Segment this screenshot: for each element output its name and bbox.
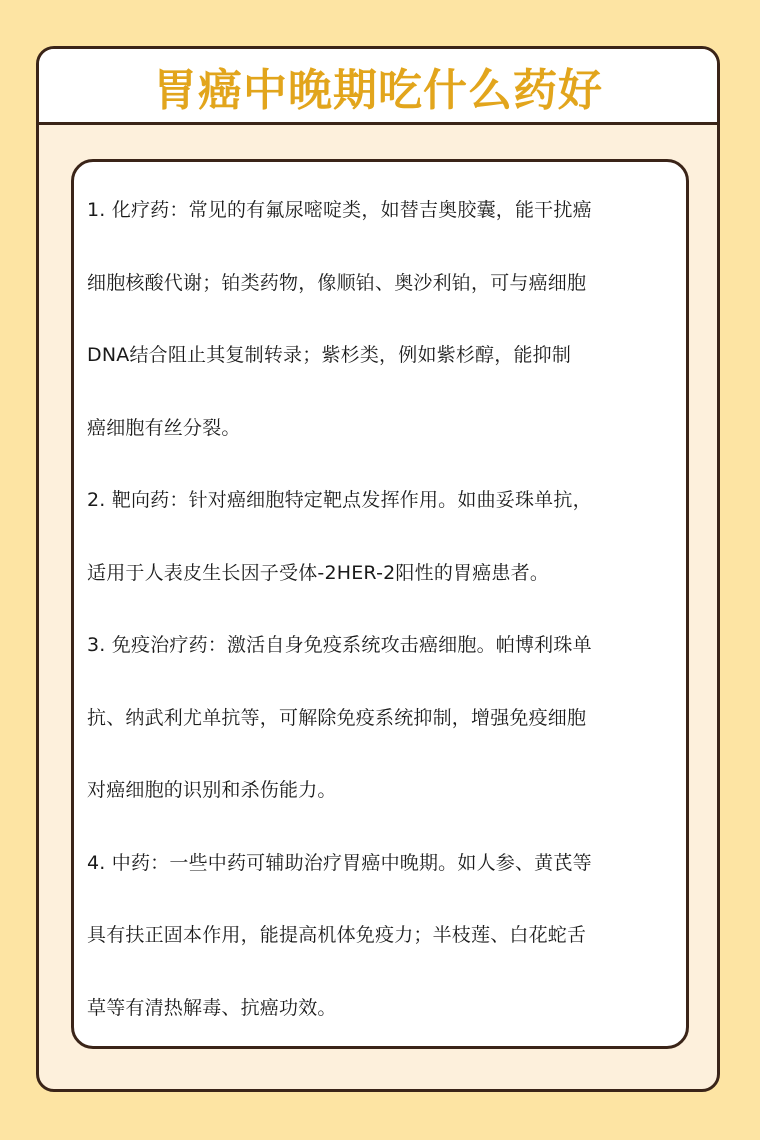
text-line: 2. 靶向药：针对癌细胞特定靶点发挥作用。如曲妥珠单抗， xyxy=(87,489,592,511)
text-line: 3. 免疫治疗药：激活自身免疫系统攻击癌细胞。帕博利珠单 xyxy=(87,634,592,656)
text-line: 癌细胞有丝分裂。 xyxy=(87,416,241,439)
page-title: 胃癌中晚期吃什么药好 xyxy=(153,64,603,116)
title-bar xyxy=(39,49,717,125)
text-line: 细胞核酸代谢；铂类药物，像顺铂、奥沙利铂，可与癌细胞 xyxy=(87,271,587,294)
text-line: 4. 中药：一些中药可辅助治疗胃癌中晚期。如人参、黄芪等 xyxy=(87,851,592,874)
content-card xyxy=(71,159,689,1049)
paragraph-chinese-medicine xyxy=(87,827,674,1045)
text-line: 对癌细胞的识别和杀伤能力。 xyxy=(87,779,337,801)
paragraph-chemotherapy xyxy=(87,174,674,464)
paragraph-immunotherapy xyxy=(87,609,674,827)
text-line: DNA结合阻止其复制转录；紫杉类，例如紫杉醇，能抑制 xyxy=(87,344,572,366)
text-line: 1. 化疗药：常见的有氟尿嘧啶类，如替吉奥胶囊，能干扰癌 xyxy=(87,199,592,221)
text-line: 抗、纳武利尤单抗等，可解除免疫系统抑制，增强免疫细胞 xyxy=(87,706,587,729)
paragraph-targeted-drugs xyxy=(87,464,674,609)
outer-card xyxy=(36,46,720,1092)
text-line: 具有扶正固本作用，能提高机体免疫力；半枝莲、白花蛇舌 xyxy=(87,924,587,946)
text-line: 适用于人表皮生长因子受体-2HER-2阳性的胃癌患者。 xyxy=(87,561,550,584)
text-line: 草等有清热解毒、抗癌功效。 xyxy=(87,996,337,1019)
